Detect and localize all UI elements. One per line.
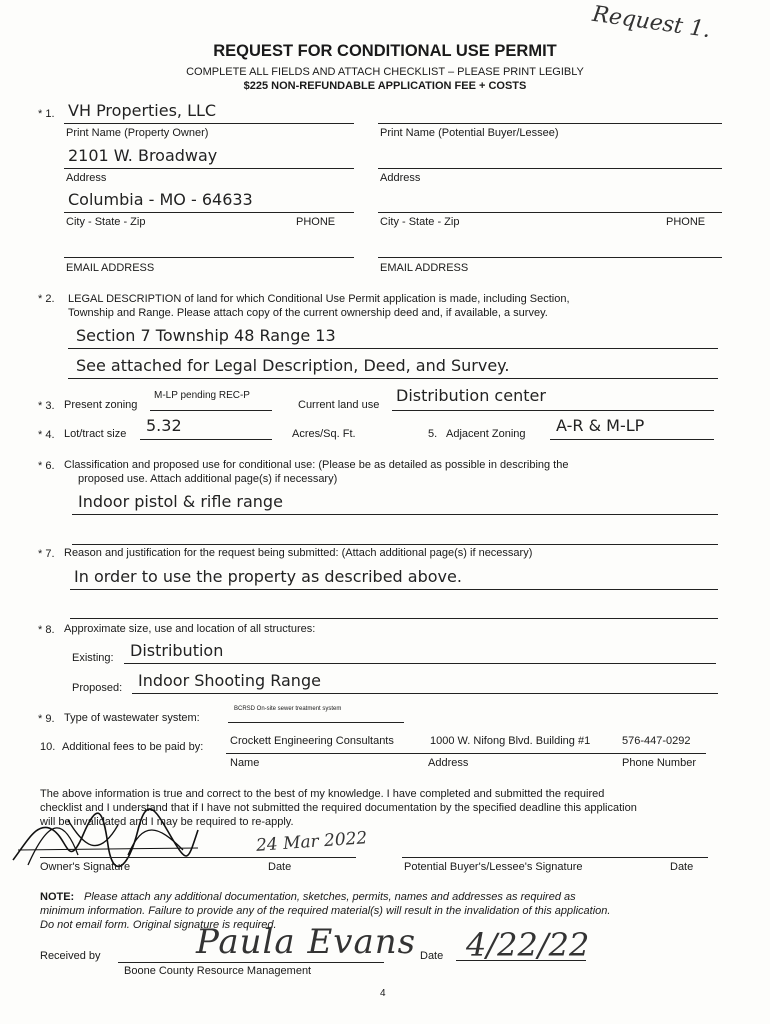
item2-number: * 2. [38,293,55,305]
land-use-label: Current land use [298,399,380,411]
owner-city-label: City - State - Zip [66,216,146,228]
received-line [118,962,384,963]
wastewater-value: BCRSD On-site sewer treatment system [234,706,342,712]
item3-number: * 3. [38,400,55,412]
lot-size-line [140,439,272,440]
proposed-label: Proposed: [72,682,123,694]
note-line1: Please attach any additional documentation, sketches, permits, names and addresses as required as [84,891,576,903]
owner-address-line [64,168,354,169]
item8-text: Approximate size, use and location of all structures: [64,623,316,635]
owner-date-label: Date [268,861,292,873]
fees-phone-value: 576-447-0292 [622,735,691,747]
page-number: 4 [380,988,386,999]
note-prefix: NOTE: [40,891,75,903]
buyer-signature-line [402,857,708,858]
note-line2: minimum information. Failure to provide any of the required material(s) will result in the invalidation of this application. [40,905,611,917]
land-use-line [392,410,714,411]
received-org: Boone County Resource Management [124,965,312,977]
buyer-email-label: EMAIL ADDRESS [380,262,469,274]
wastewater-label: Type of wastewater system: [64,712,200,724]
existing-value: Distribution [130,641,224,660]
received-signature: Paula Evans [196,922,417,962]
owner-city-value: Columbia - MO - 64633 [68,190,253,209]
buyer-address-line [378,168,722,169]
item1-number: * 1. [38,108,55,120]
item5-number: 5. [428,428,438,440]
lot-size-value: 5.32 [146,416,182,435]
proposed-value: Indoor Shooting Range [138,671,321,690]
item8-number: * 8. [38,624,55,636]
present-zoning-line [150,410,272,411]
item6-number: * 6. [38,460,55,472]
wastewater-line [228,722,404,723]
owner-signature-line [40,857,356,858]
legal-description-answer2: See attached for Legal Description, Deed, and Survey. [76,356,510,375]
owner-name-value: VH Properties, LLC [68,101,217,120]
fees-address-label: Address [428,757,469,769]
legal-description-answer1: Section 7 Township 48 Range 13 [76,326,336,345]
fees-phone-label: Phone Number [622,757,696,769]
item4-number: * 4. [38,429,55,441]
fees-address-value: 1000 W. Nifong Blvd. Building #1 [430,735,591,747]
buyer-name-label: Print Name (Potential Buyer/Lessee) [380,127,559,139]
owner-email-line [64,257,354,258]
item10-number: 10. [40,741,56,753]
present-zoning-value: M-LP pending REC-P [154,390,250,401]
proposed-use-line1 [72,514,718,515]
fees-name-label: Name [230,757,260,769]
item9-number: * 9. [38,713,55,725]
justification-line1 [70,589,718,590]
buyer-name-line [378,123,722,124]
existing-label: Existing: [72,652,114,664]
owner-phone-label: PHONE [296,216,336,228]
owner-signature-label: Owner's Signature [40,861,131,873]
received-date-value: 4/22/22 [466,926,590,964]
adjacent-zoning-value: A-R & M-LP [556,416,645,435]
item6-text-line1: Classification and proposed use for conditional use: (Please be as detailed as possible in describing the [64,459,569,471]
justification-answer: In order to use the property as described above. [74,567,462,586]
owner-address-label: Address [66,172,107,184]
item7-text: Reason and justification for the request being submitted: (Attach additional page(s) if necessary) [64,547,533,559]
form-fee: $225 NON-REFUNDABLE APPLICATION FEE + COSTS [243,80,527,92]
justification-line2 [70,618,718,619]
additional-fees-label: Additional fees to be paid by: [62,741,204,753]
buyer-city-label: City - State - Zip [380,216,460,228]
note-line3: Do not email form. Original signature is required. [40,919,277,931]
received-date-line [456,960,586,961]
owner-name-label: Print Name (Property Owner) [66,127,209,139]
fees-name-value: Crockett Engineering Consultants [230,735,394,747]
certification-line3: will be invalidated and I may be required to re-apply. [40,816,294,828]
present-zoning-label: Present zoning [64,399,138,411]
corner-handwritten-note: Request 1. [590,1,713,44]
item6-text-line2: proposed use. Attach additional page(s) if necessary) [78,473,338,485]
item7-number: * 7. [38,548,55,560]
fees-line [226,753,706,754]
buyer-signature-label: Potential Buyer's/Lessee's Signature [404,861,583,873]
proposed-line [132,693,718,694]
lot-size-unit: Acres/Sq. Ft. [292,428,356,440]
owner-email-label: EMAIL ADDRESS [66,262,155,274]
certification-line1: The above information is true and correct to the best of my knowledge. I have completed and submitted the required [40,788,605,800]
owner-city-line [64,212,354,213]
buyer-phone-label: PHONE [666,216,706,228]
certification-line2: checklist and I understand that if I have not submitted the required documentation by the specified deadline this application [40,802,637,814]
proposed-use-line2 [72,544,718,545]
owner-name-line [64,123,354,124]
buyer-date-label: Date [670,861,694,873]
buyer-email-line [378,257,722,258]
received-date-label: Date [420,950,444,962]
owner-address-value: 2101 W. Broadway [68,146,218,165]
land-use-value: Distribution center [396,386,546,405]
buyer-city-line [378,212,722,213]
owner-signature-date: 24 Mar 2022 [255,828,368,856]
item2-text-line1: LEGAL DESCRIPTION of land for which Conditional Use Permit application is made, including Section, [68,293,570,305]
existing-line [124,663,716,664]
adjacent-zoning-label: Adjacent Zoning [446,428,526,440]
legal-line2 [68,378,718,379]
form-title: REQUEST FOR CONDITIONAL USE PERMIT [213,42,557,60]
proposed-use-answer: Indoor pistol & rifle range [78,492,283,511]
adjacent-zoning-line [550,439,714,440]
form-subtitle: COMPLETE ALL FIELDS AND ATTACH CHECKLIST – PLEASE PRINT LEGIBLY [186,66,584,78]
item2-text-line2: Township and Range. Please attach copy of the current ownership deed and, if available, a survey. [68,307,548,319]
buyer-address-label: Address [380,172,421,184]
lot-size-label: Lot/tract size [64,428,127,440]
received-by-label: Received by [40,950,101,962]
legal-line1 [68,348,718,349]
